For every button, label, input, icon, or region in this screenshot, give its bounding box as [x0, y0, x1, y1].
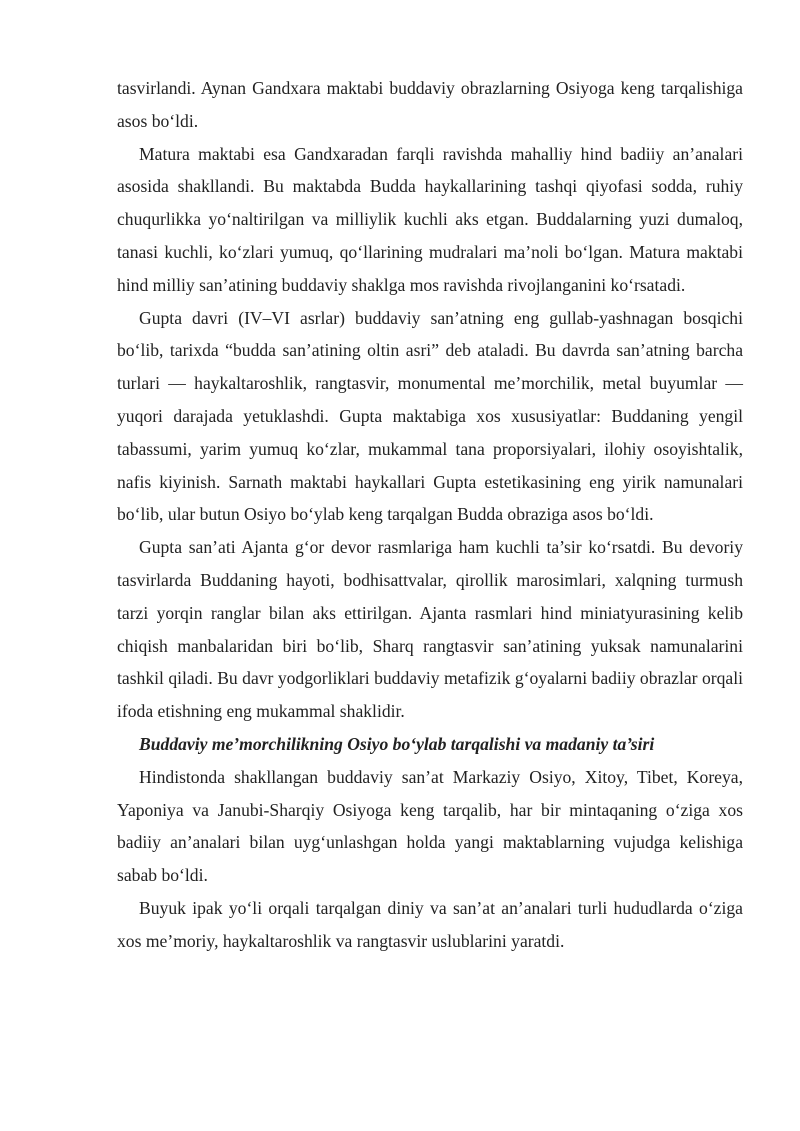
paragraph-matura-school: Matura maktabi esa Gandxaradan farqli ravishda mahalliy hind badiiy an’analari asosida shakllandi. Bu maktabda Budda haykallarining tashqi qiyofasi sodda, ruhiy chuqurlikka yo‘naltirilgan va milliylik kuchli aks etgan. Buddalarning yuzi dumaloq, tanasi kuchli, ko‘zlari yumuq, qo‘llarining mudralari ma’noli bo‘lgan. Matura maktabi hind milliy san’atining buddaviy shaklga mos ravishda rivojlanganini ko‘rsatadi.: [117, 143, 743, 295]
paragraph-spread-in-asia: Hindistonda shakllangan buddaviy san’at Markaziy Osiyo, Xitoy, Tibet, Koreya, Yaponiya va Janubi-Sharqiy Osiyoga keng tarqalib, har bir mintaqaning o‘ziga xos badiiy an’analari bilan uyg‘unlashgan holda yangi maktablarning vujudga kelishiga sabab bo‘ldi.: [117, 766, 743, 886]
document-page: [117, 72, 743, 958]
paragraph-silk-road: Buyuk ipak yo‘li orqali tarqalgan diniy va san’at an’analari turli hududlarda o‘ziga xos me’moriy, haykaltaroshlik va rangtasvir uslublarini yaratdi.: [117, 897, 743, 951]
section-heading: Buddaviy me’morchilikning Osiyo bo‘ylab tarqalishi va madaniy ta’siri: [139, 733, 655, 754]
paragraph-gupta-period: Gupta davri (IV–VI asrlar) buddaviy san’atning eng gullab-yashnagan bosqichi bo‘lib, tarixda “budda san’atining oltin asri” deb ataladi. Bu davrda san’atning barcha turlari — haykaltaroshlik, rangtasvir, monumental me’morchilik, metal buyumlar — yuqori darajada yetuklashdi. Gupta maktabiga xos xususiyatlar: Buddaning yengil tabassumi, yarim yumuq ko‘zlar, mukammal tana proporsiyalari, ilohiy osoyishtalik, nafis kiyinish. Sarnath maktabi haykallari Gupta estetikasining eng yirik namunalari bo‘lib, ular butun Osiyo bo‘ylab keng tarqalgan Budda obraziga asos bo‘ldi.: [117, 307, 743, 525]
paragraph-continuation: tasvirlandi. Aynan Gandxara maktabi buddaviy obrazlarning Osiyoga keng tarqalishiga asos bo‘ldi.: [117, 78, 743, 131]
paragraph-ajanta-paintings: Gupta san’ati Ajanta g‘or devor rasmlariga ham kuchli ta’sir ko‘rsatdi. Bu devoriy tasvirlarda Buddaning hayoti, bodhisattvalar, qirollik marosimlari, xalqning turmush tarzi yorqin ranglar bilan aks ettirilgan. Ajanta rasmlari hind miniatyurasining kelib chiqish manbalaridan biri bo‘lib, Sharq rangtasvir san’atining yuksak namunalarini tashkil qiladi. Bu davr yodgorliklari buddaviy metafizik g‘oyalarni badiiy obrazlar orqali ifoda etishning eng mukammal shaklidir.: [117, 537, 743, 722]
